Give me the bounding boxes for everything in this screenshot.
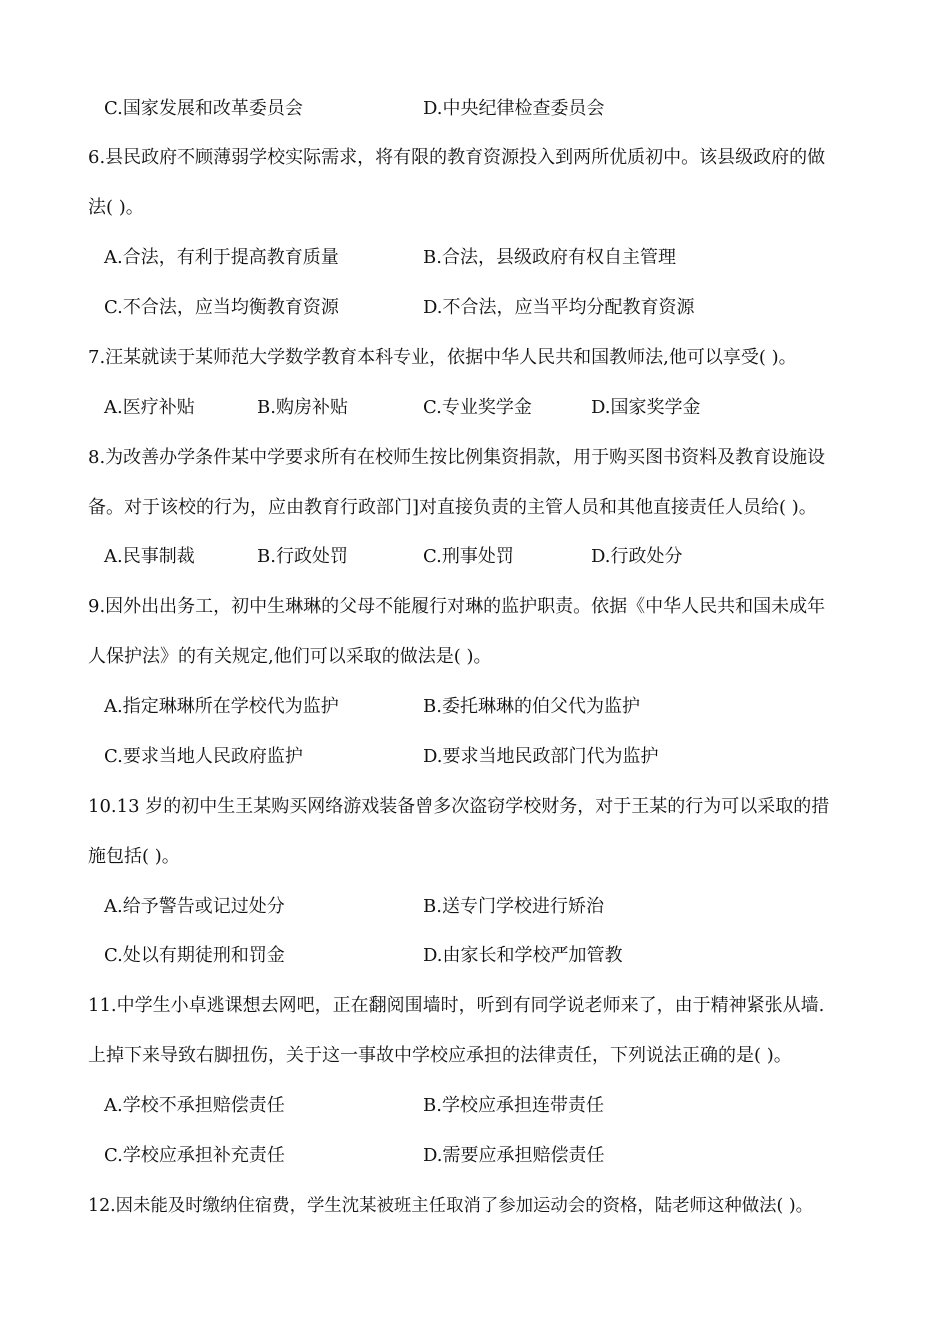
option-line: A.指定琳琳所在学校代为监护 (104, 696, 339, 717)
option-line: A.民事制裁 (104, 546, 195, 567)
option-line: D.由家长和学校严加管教 (423, 945, 623, 966)
option-line: B.购房补贴 (257, 397, 348, 418)
option-line: D.中央纪律检查委员会 (423, 98, 605, 119)
option-line: D.不合法，应当平均分配教育资源 (423, 297, 695, 318)
option-line: C.处以有期徒刑和罚金 (104, 945, 285, 966)
option-line: D.需要应承担赔偿责任 (423, 1145, 605, 1166)
option-line: B.委托琳琳的伯父代为监护 (423, 696, 640, 717)
option-line: A.医疗补贴 (104, 397, 195, 418)
option-line: C.专业奖学金 (423, 397, 532, 418)
option-line: D.行政处分 (591, 546, 683, 567)
option-line: C.要求当地人民政府监护 (104, 746, 303, 767)
question-line: 法( )。 (88, 197, 144, 218)
option-line: A.给予警告或记过处分 (104, 896, 285, 917)
option-line: A.学校不承担赔偿责任 (104, 1095, 285, 1116)
option-line: C.国家发展和改革委员会 (104, 98, 303, 119)
question-line: 9.因外出出务工，初中生琳琳的父母不能履行对琳的监护职责。依据《中华人民共和国未成年 (88, 596, 826, 617)
question-line: 7.汪某就读于某师范大学数学教育本科专业，依据中华人民共和国教师法,他可以享受( )。 (88, 347, 797, 368)
question-line: 8.为改善办学条件某中学要求所有在校师生按比例集资捐款，用于购买图书资料及教育设施设 (88, 447, 826, 468)
option-line: C.刑事处罚 (423, 546, 514, 567)
question-line: 11.中学生小卓逃课想去网吧，正在翻阅围墙时，听到有同学说老师来了，由于精神紧张从墙. (88, 995, 825, 1016)
question-line: 10.13 岁的初中生王某购买网络游戏装备曾多次盗窃学校财务，对于王某的行为可以采取的措 (88, 796, 830, 817)
option-line: B.学校应承担连带责任 (423, 1095, 604, 1116)
option-line: B.行政处罚 (257, 546, 348, 567)
option-line: A.合法，有利于提高教育质量 (104, 247, 339, 268)
option-line: B.送专门学校进行矫治 (423, 896, 604, 917)
option-line: C.不合法，应当均衡教育资源 (104, 297, 339, 318)
question-line: 人保护法》的有关规定,他们可以采取的做法是( )。 (88, 646, 492, 667)
option-line: B.合法，县级政府有权自主管理 (423, 247, 676, 268)
question-line: 12.因未能及时缴纳住宿费，学生沈某被班主任取消了参加运动会的资格，陆老师这种做法( )。 (88, 1196, 813, 1216)
option-line: C.学校应承担补充责任 (104, 1145, 285, 1166)
question-line: 施包括( )。 (88, 846, 180, 867)
option-line: D.要求当地民政部门代为监护 (423, 746, 659, 767)
question-line: 上掉下来导致右脚扭伤，关于这一事故中学校应承担的法律责任，下列说法正确的是( )。 (88, 1045, 792, 1066)
option-line: D.国家奖学金 (591, 397, 701, 418)
question-line: 6.县民政府不顾薄弱学校实际需求，将有限的教育资源投入到两所优质初中。该县级政府的做 (88, 147, 826, 168)
question-line: 备。对于该校的行为，应由教育行政部门]对直接负责的主管人员和其他直接责任人员给( )。 (88, 497, 817, 518)
